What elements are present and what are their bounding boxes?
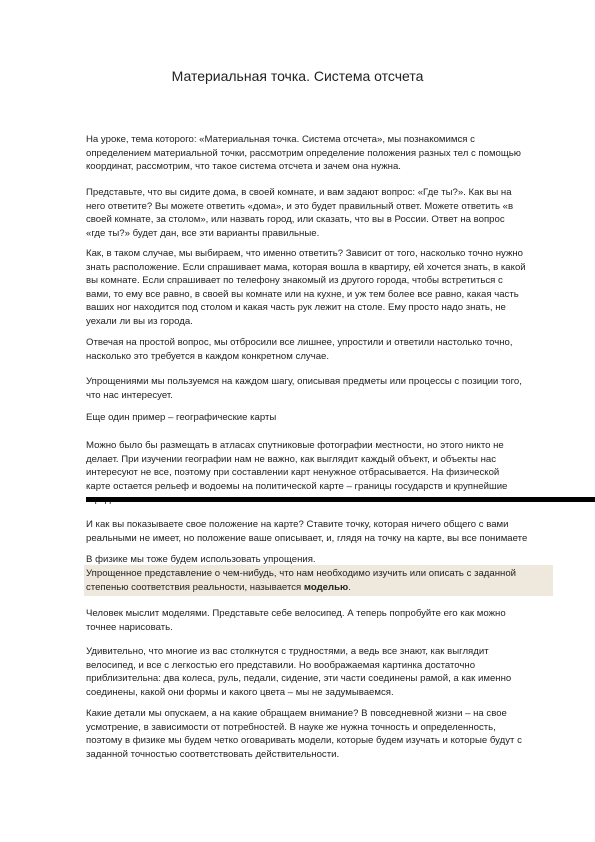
text-line: координат, рассмотрим, что такое система отсчета и зачем она нужна. [86,161,401,173]
text-line: Как, в таком случае, мы выбираем, что именно ответить? Зависит от того, насколько точно нужно [86,248,523,259]
text-line: заданной точностью соответствовать действительности. [86,748,340,760]
black-divider-bar [86,497,595,502]
text-line: карте остается рельеф и водоемы на политической карте – границы государств и крупнейшие [86,480,508,492]
text-line: усмотрение, в зависимости от потребностей. В науке же нужна точность и определенность, [86,721,496,733]
paragraph-where-are-you [86,186,556,240]
definition-text: степенью соответствия реальности, называется [86,581,304,593]
text-line: Упрощенное представление о чем-нибудь, что нам необходимо изучить или описать с заданной [86,568,517,579]
paragraph-map-point [86,518,556,545]
text-line: вами, то ему все равно, в своей вы комнате или на кухне, и уж тем более все равно, какая часть [86,288,519,300]
text-line: делает. При изучении географии нам не важно, как выглядит каждый объект, и объекты нас [86,453,496,465]
text-line: вы комнате. Если спрашивает по телефону знакомый из другого города, чтобы встретиться с [86,275,503,287]
text-line: Отвечая на простой вопрос, мы отбросили все лишнее, упростили и ответили настолько точно, [86,337,513,348]
text-line: Представьте, что вы сидите дома, в своей комнате, и вам задают вопрос: «Где ты?». Как вы на [86,187,512,198]
paragraph-intro [86,133,556,174]
text-line: уехали ли вы из города. [86,315,193,327]
text-line: приблизительна: два колеса, руль, педали, сидение, эти части соединены рамой, а как именно [86,673,512,685]
paragraph-each-step [86,375,556,402]
term-model: моделью [303,581,349,593]
text-line: знать расположение. Если спрашивает мама, которая вошла в квартиру, ей хочется знать, в какой [86,261,526,273]
text-line: насколько это требуется в каждом конкретном случае. [86,350,330,362]
text-line: интересуют не все, поэтому при составлении карт ненужное отбрасывается. На физической [86,467,500,479]
paragraph-bicycle-details [86,645,556,699]
text-line: Можно было бы размещать в атласах спутниковые фотографии местности, но этого никто не [86,440,504,451]
text-line: своей комнате, за столом», или назвать город, или сказать, что вы в России. Ответ на вопрос [86,214,505,226]
paragraph-simplification [86,336,556,363]
text-line: Человек мыслит моделями. Представьте себе велосипед. А теперь попробуйте его как можно [86,608,506,619]
text-line: него ответите? Вы можете ответить «дома», и это будет правильный ответ. Можете ответить «в [86,200,514,212]
text-line [86,581,556,595]
text-line: На уроке, тема которого: «Материальная точка. Система отсчета», мы познакомимся с [86,134,475,145]
text-line: велосипед, и все с легкостью его представили. Но воображаемая картинка достаточно [86,659,476,671]
text-line: Упрощениями мы пользуемся на каждом шагу, описывая предметы или процессы с позиции того, [86,376,522,387]
paragraph-model-definition [86,567,556,594]
paragraph-maps-heading [86,411,556,425]
text-line: Какие детали мы опускаем, а на какие обращаем внимание? В повседневной жизни – на свое [86,708,507,719]
text-line: определением материальной точки, рассмотрим определение положения разных тел с помощью [86,147,521,159]
paragraph-how-to-choose [86,247,556,329]
paragraph-details [86,707,556,761]
text-line: соединены, какой они формы и какого цвета – мы не задумываемся. [86,686,394,698]
text-line: «где ты?» будет дан, все эти варианты правильные. [86,227,320,239]
text-line: Еще один пример – географические карты [86,412,277,423]
definition-end: . [348,581,351,593]
page-title: Материальная точка. Система отсчета [171,68,424,84]
paragraph-bicycle [86,607,556,634]
text-line: реальными не имеет, но положение ваше описывает, и, глядя на точку на карте, вы все понимаете [86,532,528,544]
text-line: что нас интересует. [86,389,173,401]
text-line: В физике мы тоже будем использовать упрощения. [86,554,316,565]
text-line: точнее нарисовать. [86,621,173,633]
text-line: поэтому в физике мы будем четко оговаривать модели, которые будем изучать и которые будут с [86,735,522,747]
text-line: ваших ног находится под столом и какая часть рук лежит на столе. Ему просто надо знать, не [86,302,506,314]
text-line: Удивительно, что многие из вас столкнутся с трудностями, а ведь все знают, как выглядит [86,646,489,657]
text-line: И как вы показываете свое положение на карте? Ставите точку, которая ничего общего с вами [86,519,509,530]
